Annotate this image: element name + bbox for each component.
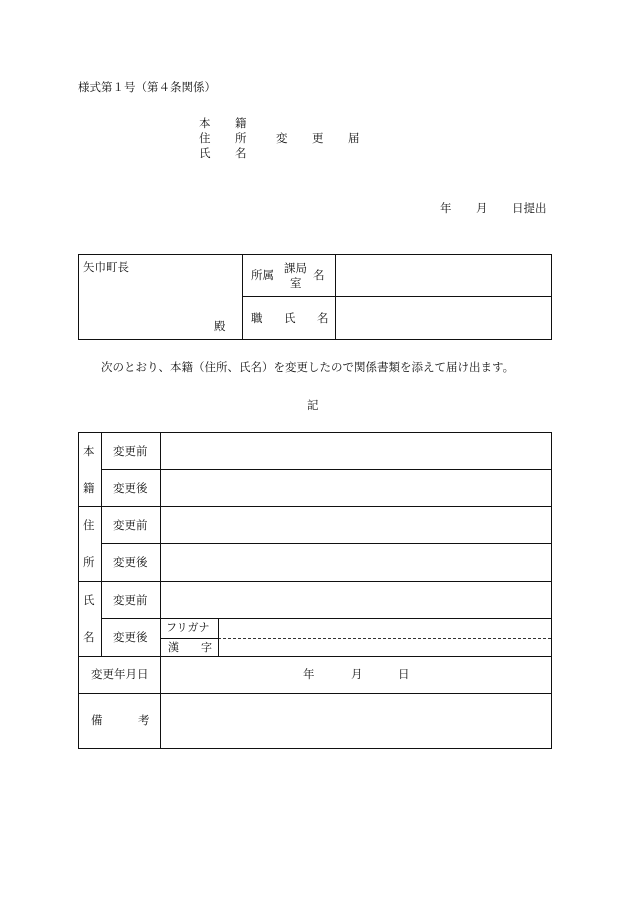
statement: 次のとおり、本籍（住所、氏名）を変更したので関係書類を添えて届け出ます。 xyxy=(101,360,515,374)
jusho-after-field[interactable] xyxy=(162,545,550,580)
remarks-field[interactable] xyxy=(162,695,550,747)
title-honseki-1: 本 xyxy=(199,116,211,130)
honseki-before-label: 変更前 xyxy=(113,444,148,458)
honseki-before-field[interactable] xyxy=(162,434,550,468)
addressee-honorific: 殿 xyxy=(214,319,226,333)
jusho-before-label: 変更前 xyxy=(113,518,148,532)
remarks-label-1: 備 xyxy=(91,713,103,727)
row-honseki-1: 本 xyxy=(83,444,95,458)
affiliation-mei: 名 xyxy=(313,268,325,282)
honseki-after-label: 変更後 xyxy=(113,481,148,495)
jusho-after-label: 変更後 xyxy=(113,555,148,569)
change-date-label: 変更年月日 xyxy=(91,667,149,681)
title-honseki-2: 籍 xyxy=(235,116,247,130)
title-todoke: 届 xyxy=(348,131,360,145)
shimei-before-field[interactable] xyxy=(162,583,550,617)
affiliation-kakyoku: 課局 xyxy=(284,261,307,275)
ki-label: 記 xyxy=(307,398,319,412)
remarks-label-2: 考 xyxy=(138,713,150,727)
addressee-name: 矢巾町長 xyxy=(83,260,129,274)
row-shimei-1: 氏 xyxy=(83,593,95,607)
kanji-label-1: 漢 xyxy=(168,641,179,654)
furigana-field[interactable] xyxy=(220,620,550,637)
row-jusho-2: 所 xyxy=(83,555,95,569)
position-name-input-field[interactable] xyxy=(337,298,549,337)
position-mei: 名 xyxy=(317,311,329,325)
date-month: 月 xyxy=(476,201,488,215)
date-year: 年 xyxy=(440,201,452,215)
title-shimei-1: 氏 xyxy=(199,146,211,160)
honseki-after-field[interactable] xyxy=(162,471,550,505)
title-kou: 更 xyxy=(312,131,324,145)
affiliation-input-field[interactable] xyxy=(337,256,549,294)
row-shimei-2: 名 xyxy=(83,630,95,644)
title-jusho-2: 所 xyxy=(235,131,247,145)
furigana-label: フリガナ xyxy=(166,621,210,634)
kanji-label-2: 字 xyxy=(201,641,212,654)
affiliation-shitsu: 室 xyxy=(290,276,302,290)
kanji-field[interactable] xyxy=(220,640,550,655)
shimei-after-label: 変更後 xyxy=(113,630,148,644)
title-hen: 変 xyxy=(276,131,288,145)
position-shi: 氏 xyxy=(284,311,296,325)
date-day-submitted: 日提出 xyxy=(512,201,547,215)
jusho-before-field[interactable] xyxy=(162,508,550,542)
change-date-year: 年 xyxy=(303,667,315,681)
change-date-day: 日 xyxy=(398,667,410,681)
position-shoku: 職 xyxy=(251,311,263,325)
title-jusho-1: 住 xyxy=(199,131,211,145)
row-honseki-2: 籍 xyxy=(83,481,95,495)
form-number: 様式第１号（第４条関係） xyxy=(78,80,216,94)
affiliation-label: 所属 xyxy=(251,268,274,282)
shimei-before-label: 変更前 xyxy=(113,593,148,607)
title-shimei-2: 名 xyxy=(235,146,247,160)
change-date-month: 月 xyxy=(351,667,363,681)
row-jusho-1: 住 xyxy=(83,518,95,532)
